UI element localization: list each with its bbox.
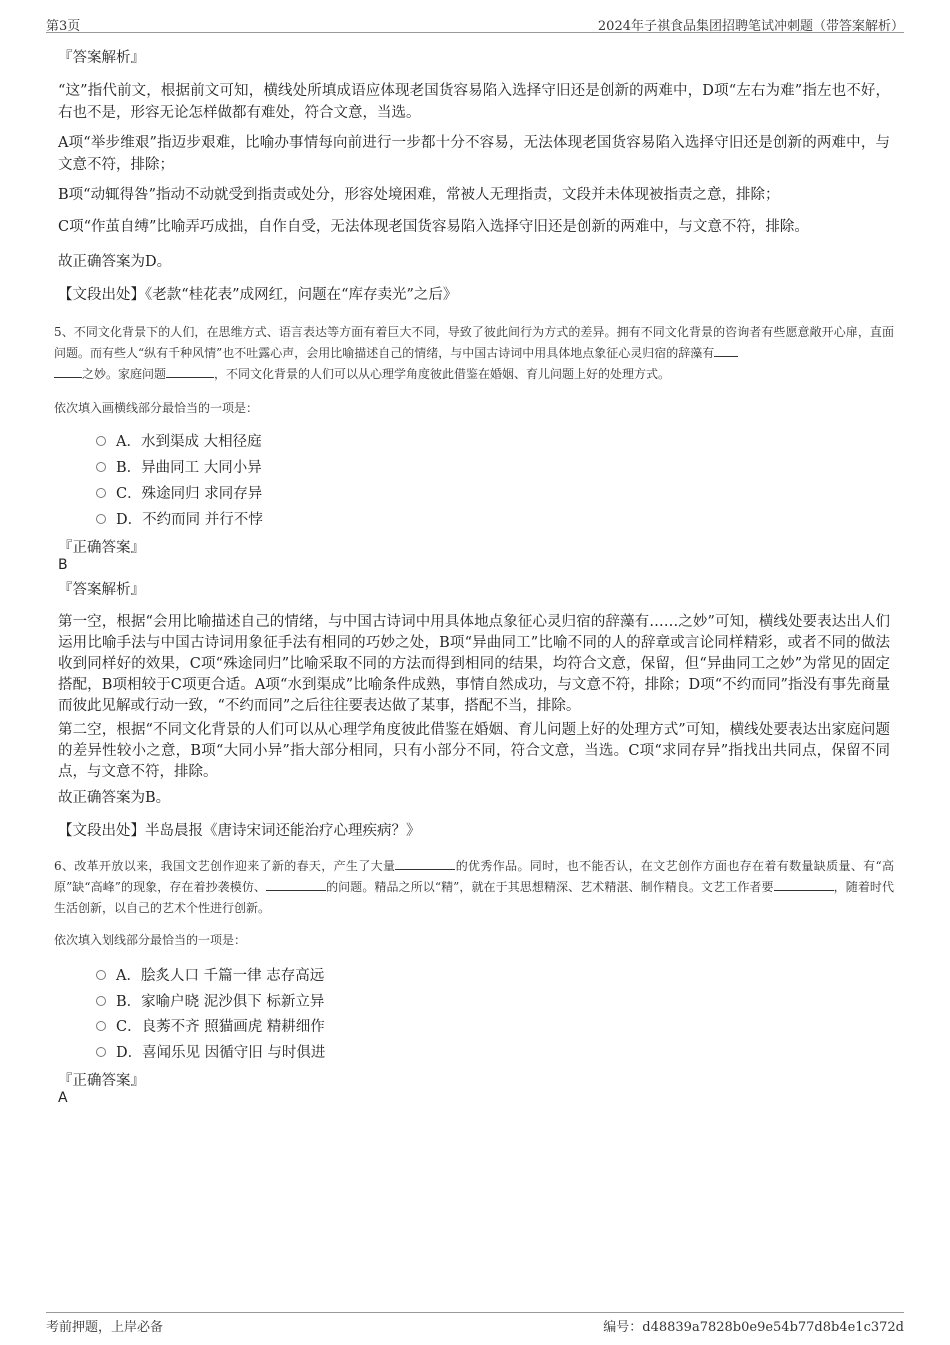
q6-prompt: 依次填入划线部分最恰当的一项是： bbox=[54, 933, 247, 947]
radio-icon[interactable] bbox=[96, 514, 106, 524]
q5-analysis-p1: 第一空，根据“会用比喻描述自己的情绪，与中国古诗词中用具体地点象征心灵归宿的辞藻有……之妙”可知，横线处要表达出人们运用比喻手法与中国古诗词用象征手法有相同的巧妙之处，B项“异曲同工”比喻不同的人的辞章或言论同样精彩，或者不同的做法收到同样好的效果，C项“殊途同归”比喻采取不同的方法而得到相同的结果，均符合文意，保留，但“异曲同工之妙”为常见的固定搭配，B项相较于C项更合适。A项“水到渠成”比喻条件成熟，事情自然成功，与文意不符，排除；D项“不约而同”指没有事先商量而彼此见解或行动一致，“不约而同”之后往往要表达做了某事，搭配不当，排除。 bbox=[58, 614, 890, 714]
q5-blank-1a bbox=[714, 344, 738, 357]
q6-stem-part-b: 的优秀作品。同时，也不能否认，在文艺创作方面也存在着有数量缺质量、有“高原”缺“高峰”的现象，存在着抄袭模仿、 bbox=[54, 859, 894, 894]
q6-answer-label: 『正确答案』 bbox=[58, 1073, 145, 1089]
radio-icon[interactable] bbox=[96, 1047, 106, 1057]
q6-stem-part-c: 的问题。精品之所以“精”，就在于其思想精深、艺术精湛、制作精良。文艺工作者要 bbox=[326, 880, 774, 894]
q5-stem bbox=[54, 322, 894, 385]
q4-analysis-p1: “这”指代前文，根据前文可知，横线处所填成语应体现老国货容易陷入选择守旧还是创新的两难中，D项“左右为难”指左也不好，右也不是，形容无论怎样做都有难处，符合文意，当选。 bbox=[58, 83, 890, 121]
q5-source: 【文段出处】半岛晨报《唐诗宋词还能治疗心理疾病？》 bbox=[58, 823, 421, 839]
q4-analysis-label: 『答案解析』 bbox=[58, 50, 145, 66]
q5-answer-label: 『正确答案』 bbox=[58, 540, 145, 556]
q5-answer: B bbox=[58, 557, 68, 573]
q6-stem bbox=[54, 856, 894, 919]
q6-blank-1 bbox=[395, 857, 455, 870]
q5-blank-2 bbox=[166, 365, 214, 378]
q4-analysis-p3: B项“动辄得咎”指动不动就受到指责或处分，形容处境困难，常被人无理指责，文段并未体现被指责之意，排除； bbox=[58, 187, 780, 203]
q5-stem-part-a: 5、不同文化背景下的人们，在思维方式、语言表达等方面有着巨大不同，导致了彼此间行为方式的差异。拥有不同文化背景的咨询者有些愿意敞开心扉，直面问题。而有些人“纵有千种风情”也不吐露心声，会用比喻描述自己的情绪，与中国古诗词中用具体地点象征心灵归宿的辞藻有 bbox=[54, 325, 894, 360]
q4-analysis-p2: A项“举步维艰”指迈步艰难，比喻办事情每向前进行一步都十分不容易，无法体现老国货容易陷入选择守旧还是创新的两难中，与文意不符，排除； bbox=[58, 135, 890, 173]
radio-icon[interactable] bbox=[96, 436, 106, 446]
q6-option-a[interactable]: A．脍炙人口 千篇一律 志存高远 bbox=[96, 966, 324, 986]
q5-analysis-p2: 第二空，根据“不同文化背景的人们可以从心理学角度彼此借鉴在婚姻、育儿问题上好的处理方式”可知，横线处要表达出家庭问题的差异性较小之意，B项“大同小异”指大部分相同，只有小部分不同，符合文意，当选。C项“求同存异”指找出共同点，保留不同点，与文意不符，排除。 bbox=[58, 722, 890, 780]
page-number: 第3页 bbox=[46, 19, 81, 34]
radio-icon[interactable] bbox=[96, 970, 106, 980]
q5-option-d[interactable]: D．不约而同 并行不悖 bbox=[96, 510, 263, 530]
radio-icon[interactable] bbox=[96, 462, 106, 472]
q5-blank-1b bbox=[54, 365, 82, 378]
q6-blank-2 bbox=[266, 878, 326, 891]
q4-analysis-p4: C项“作茧自缚”比喻弄巧成拙，自作自受，无法体现老国货容易陷入选择守旧还是创新的两难中，与文意不符，排除。 bbox=[58, 219, 809, 235]
page-footer bbox=[46, 1312, 904, 1337]
q4-conclusion: 故正确答案为D。 bbox=[58, 254, 172, 270]
q5-stem-part-c: ，不同文化背景的人们可以从心理学角度彼此借鉴在婚姻、育儿问题上好的处理方式。 bbox=[214, 367, 671, 381]
q5-prompt: 依次填入画横线部分最恰当的一项是： bbox=[54, 401, 259, 415]
q6-option-d[interactable]: D．喜闻乐见 因循守旧 与时俱进 bbox=[96, 1043, 325, 1063]
radio-icon[interactable] bbox=[96, 1021, 106, 1031]
radio-icon[interactable] bbox=[96, 488, 106, 498]
page-header bbox=[46, 12, 904, 33]
q5-analysis-label: 『答案解析』 bbox=[58, 582, 145, 598]
footer-serial: 编号：d48839a7828b0e9e54b77d8b4e1c372d bbox=[603, 1320, 904, 1335]
q5-conclusion: 故正确答案为B。 bbox=[58, 790, 171, 806]
document-title: 2024年子祺食品集团招聘笔试冲刺题（带答案解析） bbox=[597, 19, 904, 34]
q6-stem-part-a: 6、改革开放以来，我国文艺创作迎来了新的春天，产生了大量 bbox=[54, 859, 396, 873]
q6-stem-part-d: ，随着时代生活创新，以自己的艺术个性进行创新。 bbox=[54, 880, 894, 915]
q6-answer: A bbox=[58, 1090, 68, 1106]
q5-option-b[interactable]: B．异曲同工 大同小异 bbox=[96, 458, 262, 478]
radio-icon[interactable] bbox=[96, 996, 106, 1006]
q5-stem-part-b: 之妙。家庭问题 bbox=[82, 367, 167, 381]
q5-option-a[interactable]: A．水到渠成 大相径庭 bbox=[96, 432, 262, 452]
q5-option-c[interactable]: C．殊途同归 求同存异 bbox=[96, 484, 262, 504]
footer-slogan: 考前押题，上岸必备 bbox=[46, 1320, 164, 1335]
q6-option-c[interactable]: C．良莠不齐 照猫画虎 精耕细作 bbox=[96, 1017, 325, 1037]
q6-option-b[interactable]: B．家喻户晓 泥沙俱下 标新立异 bbox=[96, 992, 324, 1012]
q4-source: 【文段出处】《老款“桂花表”成网红，问题在“库存卖光”之后》 bbox=[58, 287, 458, 303]
q6-blank-3 bbox=[774, 878, 834, 891]
